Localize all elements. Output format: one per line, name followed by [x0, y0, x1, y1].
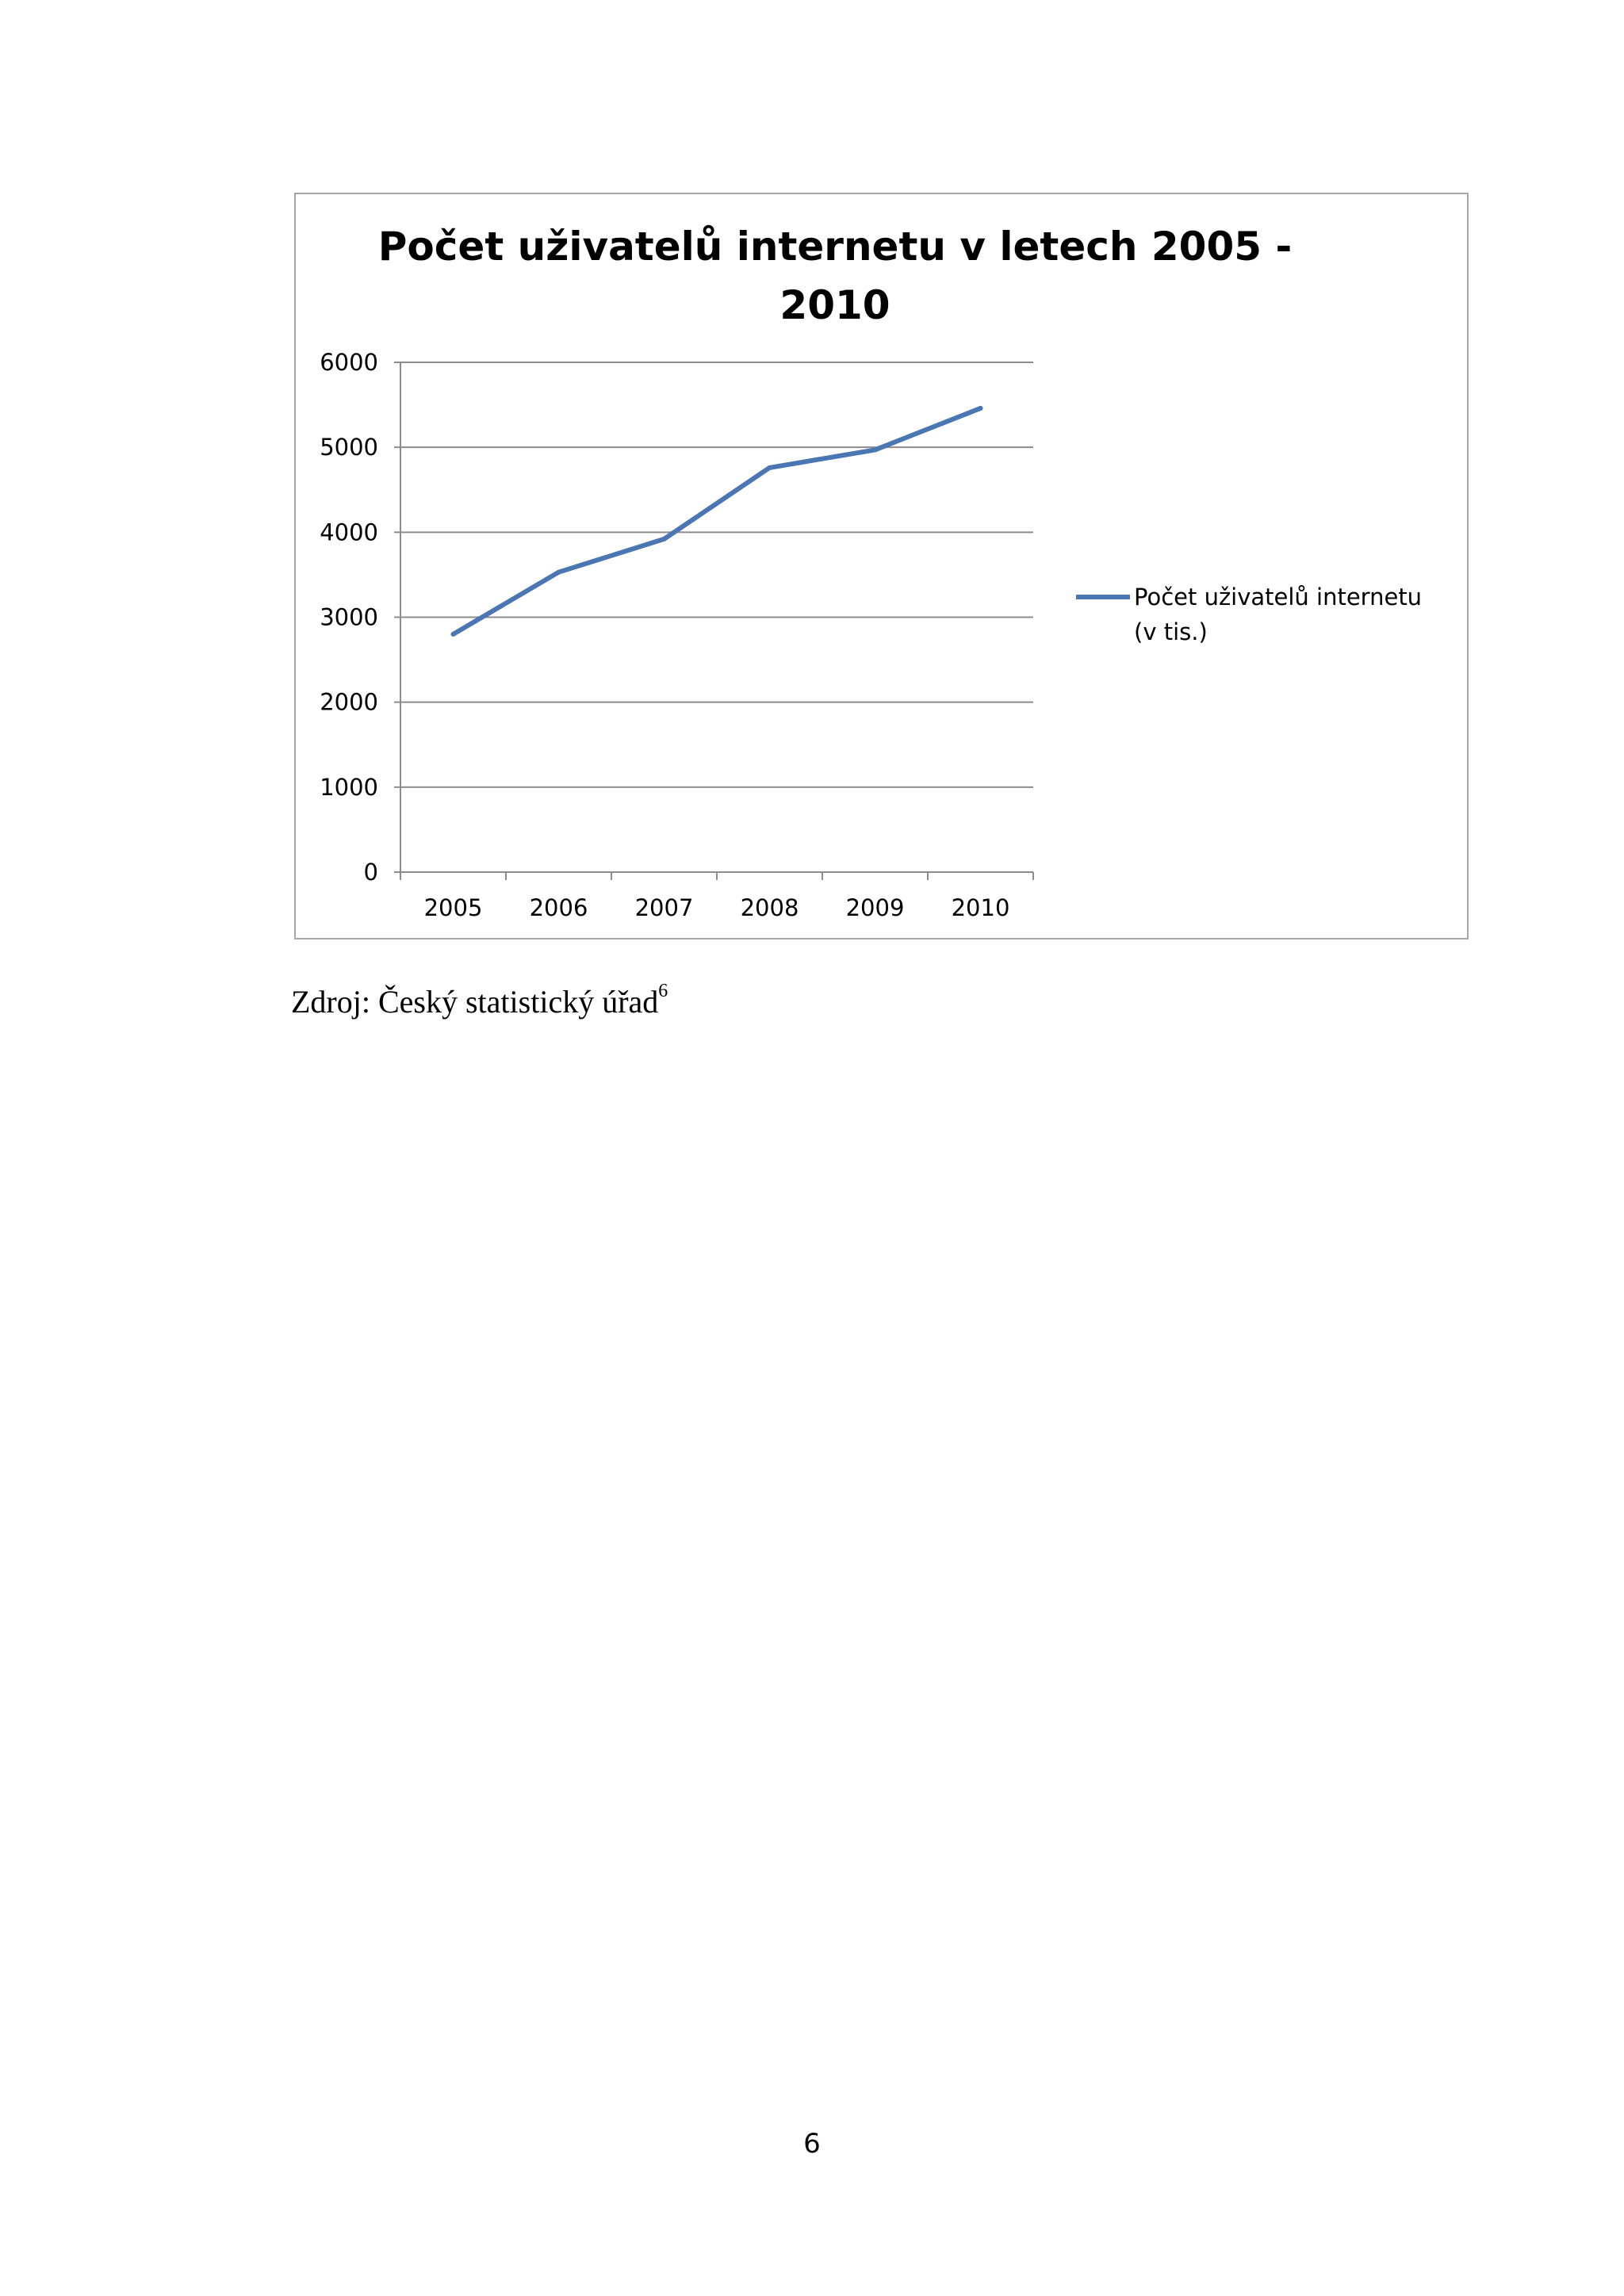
x-axis-tick-labels: [424, 894, 1010, 921]
chart-title-line: Počet uživatelů internetu v letech 2005 -: [377, 224, 1293, 270]
x-tick-label: 2009: [845, 894, 905, 921]
source-name: Český statistický úřad: [377, 984, 659, 1020]
y-tick-label: 5000: [320, 434, 378, 461]
x-tick-label: 2007: [634, 894, 694, 921]
chart-title: [378, 224, 1292, 328]
footnote-marker: 6: [658, 980, 668, 1001]
series-line: [454, 408, 981, 634]
source-prefix: Zdroj:: [291, 984, 378, 1020]
axes: [394, 362, 1033, 880]
data-point: [873, 447, 878, 452]
chart-frame: [294, 193, 1469, 939]
page-number: 6: [803, 2128, 821, 2160]
y-tick-label: 3000: [320, 603, 378, 631]
data-point: [662, 537, 667, 541]
data-point: [979, 406, 983, 411]
x-tick-label: 2008: [740, 894, 799, 921]
legend-label: (v tis.): [1134, 618, 1208, 645]
x-tick-label: 2006: [529, 894, 588, 921]
y-tick-label: 6000: [320, 349, 378, 376]
legend-label: Počet uživatelů internetu: [1134, 584, 1423, 610]
source-caption: [291, 980, 668, 1020]
data-point: [557, 570, 561, 575]
line-chart: [296, 194, 1467, 938]
x-tick-label: 2005: [423, 894, 483, 921]
y-axis-tick-labels: [320, 349, 378, 886]
data-series: [451, 406, 983, 637]
data-point: [451, 632, 456, 637]
x-tick-label: 2010: [951, 894, 1010, 921]
legend: [1076, 584, 1422, 645]
y-tick-label: 4000: [320, 519, 378, 546]
y-tick-label: 0: [363, 859, 378, 886]
y-tick-label: 1000: [320, 773, 378, 801]
chart-title-line: 2010: [779, 282, 891, 328]
data-point: [768, 465, 772, 470]
y-tick-label: 2000: [320, 688, 378, 716]
